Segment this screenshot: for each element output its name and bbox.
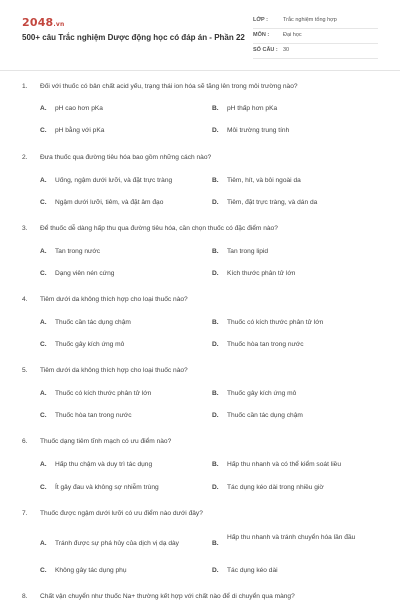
option-text: pH thấp hơn pKa (227, 105, 278, 112)
option-letter: A. (40, 105, 47, 112)
option-letter: C. (40, 199, 47, 206)
question-number: 6. (22, 438, 28, 445)
option-letter: B. (212, 248, 219, 255)
option-letter: A. (40, 461, 47, 468)
question-text (22, 509, 382, 518)
question-stem: Thuốc được ngậm dưới lưỡi có ưu điểm nào dưới đây? (40, 510, 203, 517)
option-text: pH cao hơn pKa (55, 105, 103, 112)
question-5 (22, 366, 382, 375)
meta-subject-row (253, 29, 378, 44)
option-letter: D. (212, 484, 219, 491)
option-letter: D. (212, 567, 219, 574)
question-stem: Tiêm dưới da không thích hợp cho loại thuốc nào? (40, 367, 188, 374)
option-letter: C. (40, 270, 47, 277)
question-stem: Tiêm dưới da không thích hợp cho loại thuốc nào? (40, 296, 188, 303)
logo-tld: .vn (53, 21, 65, 28)
option-text: Ngậm dưới lưỡi, tiêm, và đặt âm đạo (55, 199, 164, 206)
option-text: Không gây tác dụng phụ (55, 567, 127, 574)
option-text: Hấp thu nhanh và có thể kiểm soát liều (227, 461, 341, 468)
option-letter: A. (40, 177, 47, 184)
option-text: Kích thước phân tử lớn (227, 270, 296, 277)
option-letter: C. (40, 341, 47, 348)
option-text: Thuốc có kích thước phân tử lớn (227, 319, 324, 326)
option-letter: D. (212, 412, 219, 419)
option-letter: C. (40, 412, 47, 419)
question-stem: Đối với thuốc có bản chất acid yếu, trạng thái ion hóa sẽ tăng lên trong môi trường nào? (40, 83, 298, 90)
question-3 (22, 224, 382, 233)
question-text (22, 295, 382, 304)
meta-value: 30 (283, 47, 290, 53)
option-text: Tránh được sự phá hủy của dịch vị dạ dày (55, 540, 179, 547)
option-text: Thuốc cần tác dụng chậm (227, 412, 303, 419)
option-text: Hấp thu chậm và duy trì tác dụng (55, 461, 153, 468)
option-text: Thuốc hòa tan trong nước (55, 412, 132, 419)
option-letter: B. (212, 390, 219, 397)
meta-label: LỚP : (253, 17, 268, 23)
option-text: Tan trong lipid (227, 248, 269, 255)
option-text: Tác dụng kéo dài (227, 567, 278, 574)
option-letter: D. (212, 270, 219, 277)
option-letter: C. (40, 127, 47, 134)
question-number: 8. (22, 593, 28, 600)
question-number: 7. (22, 510, 28, 517)
option-letter: B. (212, 540, 219, 547)
option-text: Thuốc gây kích ứng mô (55, 341, 125, 348)
option-text: Dạng viên nén cứng (55, 270, 115, 277)
meta-class-row (253, 14, 378, 29)
option-text: Tan trong nước (55, 248, 101, 255)
header-divider (0, 70, 400, 71)
option-text: Tác dụng kéo dài trong nhiều giờ (227, 484, 324, 491)
option-letter: A. (40, 390, 47, 397)
question-stem: Chất vận chuyển như thuốc Na+ thường kết hợp với chất nào để di chuyển qua màng? (40, 593, 295, 600)
question-text (22, 224, 382, 233)
option-text: Uống, ngậm dưới lưỡi, và đặt trực tràng (55, 177, 173, 184)
question-number: 5. (22, 367, 28, 374)
question-1 (22, 82, 382, 91)
question-4 (22, 295, 382, 304)
question-number: 1. (22, 83, 28, 90)
question-text (22, 592, 382, 600)
site-logo[interactable] (22, 16, 64, 29)
option-text: Hấp thu nhanh và tránh chuyển hóa lần đầu (227, 534, 356, 541)
document-title: 500+ câu Trắc nghiệm Dược động học có đáp án - Phần 22 (22, 33, 245, 42)
option-text: pH bằng với pKa (55, 127, 105, 134)
question-number: 2. (22, 154, 28, 161)
meta-label: SỐ CÂU : (253, 47, 278, 53)
option-text: Thuốc cần tác dụng chậm (55, 319, 131, 326)
question-7 (22, 509, 382, 518)
option-letter: A. (40, 540, 47, 547)
question-text (22, 153, 382, 162)
option-text: Thuốc gây kích ứng mô (227, 390, 297, 397)
question-text (22, 82, 382, 91)
question-number: 3. (22, 225, 28, 232)
option-letter: A. (40, 248, 47, 255)
option-letter: B. (212, 319, 219, 326)
logo-text: 2048 (22, 16, 54, 29)
option-letter: B. (212, 461, 219, 468)
option-text: Ít gây đau và không sợ nhiễm trùng (55, 484, 159, 491)
option-letter: B. (212, 105, 219, 112)
option-letter: C. (40, 567, 47, 574)
option-letter: A. (40, 319, 47, 326)
option-letter: C. (40, 484, 47, 491)
question-stem: Để thuốc dễ dàng hấp thu qua đường tiêu hóa, cần chọn thuốc có đặc điểm nào? (40, 225, 278, 232)
option-text: Tiêm, đặt trực tràng, và dán da (227, 199, 318, 206)
option-letter: B. (212, 177, 219, 184)
option-text: Môi trường trung tính (227, 127, 290, 134)
question-stem: Thuốc dạng tiêm tĩnh mạch có ưu điểm nào? (40, 438, 172, 445)
meta-value: Trắc nghiệm tổng hợp (283, 17, 337, 23)
question-8 (22, 592, 382, 600)
meta-count-row (253, 44, 378, 59)
question-2 (22, 153, 382, 162)
meta-value: Đại học (283, 32, 302, 38)
question-number: 4. (22, 296, 28, 303)
question-text (22, 437, 382, 446)
question-stem: Đưa thuốc qua đường tiêu hóa bao gồm những cách nào? (40, 154, 212, 161)
option-letter: D. (212, 199, 219, 206)
option-text: Thuốc có kích thước phân tử lớn (55, 390, 152, 397)
option-letter: D. (212, 341, 219, 348)
question-6 (22, 437, 382, 446)
question-text (22, 366, 382, 375)
option-letter: D. (212, 127, 219, 134)
option-text: Tiêm, hít, và bôi ngoài da (227, 177, 301, 184)
option-text: Thuốc hòa tan trong nước (227, 341, 304, 348)
meta-label: MÔN : (253, 32, 270, 38)
